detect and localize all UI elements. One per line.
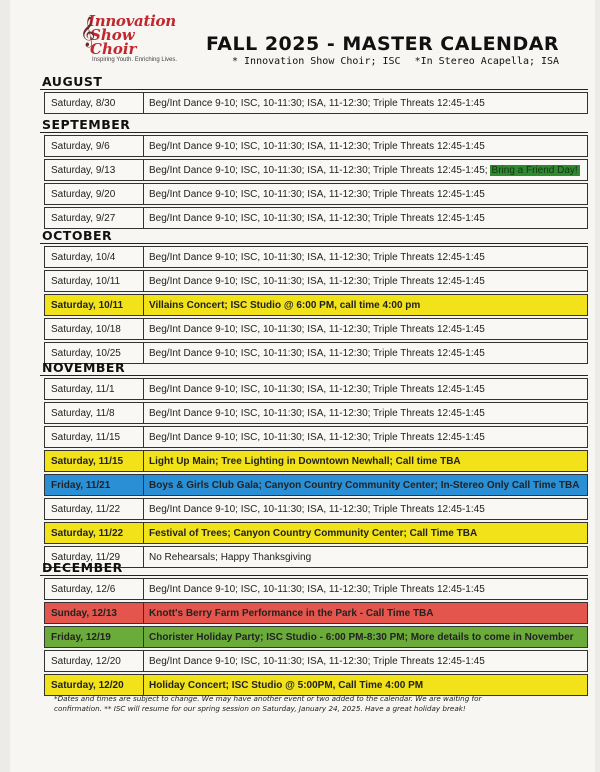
row-date: Saturday, 10/18 [45, 319, 144, 339]
calendar-row-event [44, 674, 588, 696]
row-date: Saturday, 11/15 [45, 427, 144, 447]
row-desc: Beg/Int Dance 9-10; ISC, 10-11:30; ISA, 11-12:30; Triple Threats 12:45-1:45 [149, 212, 485, 224]
row-desc: Beg/Int Dance 9-10; ISC, 10-11:30; ISA, 11-12:30; Triple Threats 12:45-1:45 [149, 383, 485, 395]
row-desc: Beg/Int Dance 9-10; ISC, 10-11:30; ISA, 11-12:30; Triple Threats 12:45-1:45 [149, 407, 485, 419]
section-heading: OCTOBER [40, 229, 588, 244]
logo [80, 12, 178, 63]
row-date: Saturday, 10/11 [45, 295, 144, 315]
section-december [40, 561, 588, 696]
row-desc: Boys & Girls Club Gala; Canyon Country Community Center; In-Stereo Only Call Time TBA [149, 479, 580, 491]
footnote-line1: *Dates and times are subject to change. We may have another event or two added to the calendar. We are waiting for [54, 694, 482, 703]
calendar-row [44, 183, 588, 205]
calendar-row [44, 92, 588, 114]
calendar-row [44, 402, 588, 424]
calendar-row [44, 246, 588, 268]
subtitle-isa: *In Stereo Acapella; ISA [414, 56, 560, 67]
calendar-row [44, 318, 588, 340]
calendar-row-event [44, 474, 588, 496]
row-date: Saturday, 9/27 [45, 208, 144, 228]
calendar-row-event [44, 626, 588, 648]
calendar-row [44, 378, 588, 400]
calendar-row-event [44, 602, 588, 624]
footnote-line2: confirmation. ** ISC will resume for our spring session on Saturday, January 24, 2025. Have a great holiday break! [54, 704, 466, 713]
calendar-row [44, 135, 588, 157]
bring-friend-badge: Bring a Friend Day! [491, 164, 578, 176]
row-date: Saturday, 9/13 [45, 160, 144, 180]
calendar-row-event [44, 294, 588, 316]
section-november [40, 361, 588, 568]
section-heading: SEPTEMBER [40, 118, 588, 133]
row-date: Saturday, 11/1 [45, 379, 144, 399]
row-date: Saturday, 10/25 [45, 343, 144, 363]
row-date: Saturday, 10/4 [45, 247, 144, 267]
row-date: Saturday, 11/29 [45, 547, 144, 567]
row-desc [144, 165, 580, 176]
row-desc-text: Beg/Int Dance 9-10; ISC, 10-11:30; ISA, 11-12:30; Triple Threats 12:45-1:45; [149, 164, 488, 176]
row-desc: Light Up Main; Tree Lighting in Downtown Newhall; Call time TBA [149, 455, 461, 467]
section-heading: NOVEMBER [40, 361, 588, 376]
row-desc: Holiday Concert; ISC Studio @ 5:00PM, Call Time 4:00 PM [149, 679, 424, 691]
row-date: Friday, 12/19 [45, 627, 144, 647]
row-date: Saturday, 11/8 [45, 403, 144, 423]
row-desc: No Rehearsals; Happy Thanksgiving [149, 551, 312, 563]
row-date: Saturday, 12/20 [45, 675, 144, 695]
row-desc: Beg/Int Dance 9-10; ISC, 10-11:30; ISA, 11-12:30; Triple Threats 12:45-1:45 [149, 323, 485, 335]
section-october [40, 229, 588, 364]
row-date: Saturday, 10/11 [45, 271, 144, 291]
footnote [54, 694, 584, 714]
row-desc: Beg/Int Dance 9-10; ISC, 10-11:30; ISA, 11-12:30; Triple Threats 12:45-1:45 [149, 275, 485, 287]
row-date: Saturday, 9/6 [45, 136, 144, 156]
row-desc: Beg/Int Dance 9-10; ISC, 10-11:30; ISA, 11-12:30; Triple Threats 12:45-1:45 [149, 655, 485, 667]
logo-line2: Show Choir [90, 26, 137, 58]
row-desc: Beg/Int Dance 9-10; ISC, 10-11:30; ISA, 11-12:30; Triple Threats 12:45-1:45 [149, 188, 485, 200]
row-date: Saturday, 8/30 [45, 93, 144, 113]
calendar-row [44, 578, 588, 600]
row-date: Friday, 11/21 [45, 475, 144, 495]
row-date: Saturday, 9/20 [45, 184, 144, 204]
row-date: Saturday, 11/22 [45, 499, 144, 519]
row-desc: Festival of Trees; Canyon Country Community Center; Call Time TBA [149, 527, 478, 539]
section-heading: AUGUST [40, 75, 588, 90]
row-desc: Beg/Int Dance 9-10; ISC, 10-11:30; ISA, 11-12:30; Triple Threats 12:45-1:45 [149, 347, 485, 359]
row-desc: Knott's Berry Farm Performance in the Park - Call Time TBA [149, 607, 434, 619]
row-desc: Beg/Int Dance 9-10; ISC, 10-11:30; ISA, 11-12:30; Triple Threats 12:45-1:45 [149, 583, 485, 595]
subtitle [232, 56, 592, 67]
calendar-row [44, 426, 588, 448]
row-desc: Beg/Int Dance 9-10; ISC, 10-11:30; ISA, 11-12:30; Triple Threats 12:45-1:45 [149, 97, 485, 109]
row-date: Saturday, 12/20 [45, 651, 144, 671]
subtitle-isc: * Innovation Show Choir; ISC [232, 56, 401, 67]
row-desc: Beg/Int Dance 9-10; ISC, 10-11:30; ISA, 11-12:30; Triple Threats 12:45-1:45 [149, 251, 485, 263]
calendar-row-event [44, 450, 588, 472]
page-title: FALL 2025 - MASTER CALENDAR [206, 33, 560, 55]
calendar-sheet [10, 0, 595, 772]
row-desc: Chorister Holiday Party; ISC Studio - 6:00 PM-8:30 PM; More details to come in November [149, 631, 574, 643]
calendar-row [44, 270, 588, 292]
row-desc: Beg/Int Dance 9-10; ISC, 10-11:30; ISA, 11-12:30; Triple Threats 12:45-1:45 [149, 140, 485, 152]
row-date: Saturday, 12/6 [45, 579, 144, 599]
row-desc: Beg/Int Dance 9-10; ISC, 10-11:30; ISA, 11-12:30; Triple Threats 12:45-1:45 [149, 431, 485, 443]
calendar-row [44, 498, 588, 520]
calendar-row [44, 650, 588, 672]
section-heading: DECEMBER [40, 561, 588, 576]
logo-line1: Innovation [88, 12, 176, 30]
calendar-row [44, 159, 588, 181]
calendar-row [44, 207, 588, 229]
row-date: Saturday, 11/15 [45, 451, 144, 471]
row-desc: Beg/Int Dance 9-10; ISC, 10-11:30; ISA, 11-12:30; Triple Threats 12:45-1:45 [149, 503, 485, 515]
logo-tagline: Inspiring Youth. Enriching Lives. [92, 57, 178, 63]
calendar-row-event [44, 522, 588, 544]
section-august [40, 75, 588, 114]
row-date: Saturday, 11/22 [45, 523, 144, 543]
section-september [40, 118, 588, 229]
row-desc: Villains Concert; ISC Studio @ 6:00 PM, call time 4:00 pm [149, 299, 421, 311]
treble-clef-icon: 𝄞 [80, 16, 96, 46]
row-date: Sunday, 12/13 [45, 603, 144, 623]
